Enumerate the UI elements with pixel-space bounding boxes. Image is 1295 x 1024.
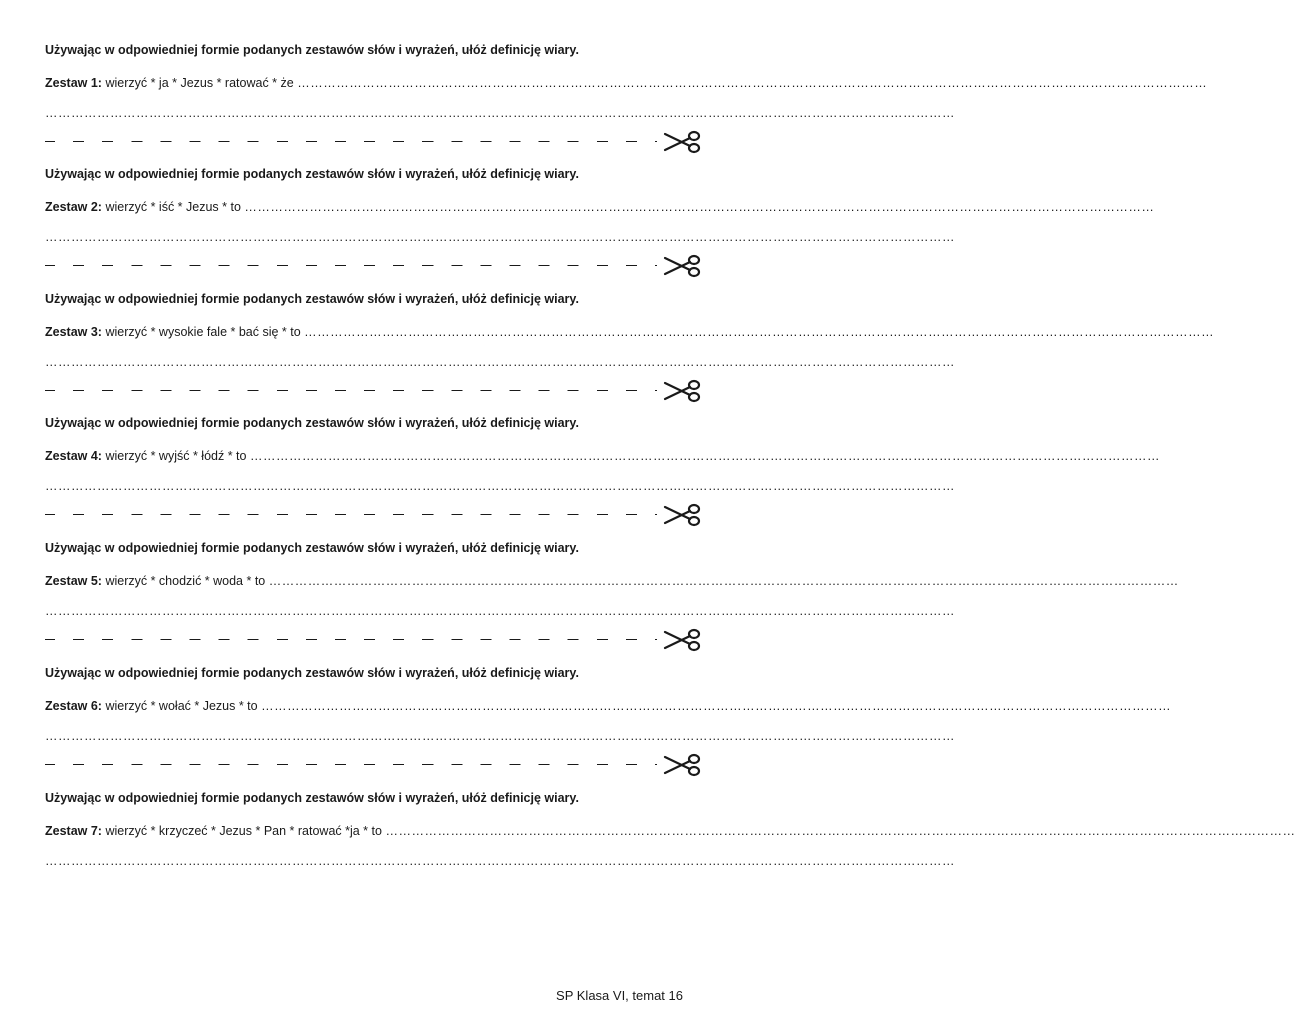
scissors-icon: [663, 503, 701, 527]
dashed-separator: [45, 141, 657, 142]
set-words: wierzyć * chodzić * woda * to: [105, 574, 266, 588]
answer-line-1: [45, 449, 1160, 463]
set-words: wierzyć * krzyczeć * Jezus * Pan * ratować *ja * to: [105, 824, 382, 838]
set-words: wierzyć * ja * Jezus * ratować * że: [105, 76, 294, 90]
answer-line-2: …………………………………………………………………………………………………………………………………………………………………………………………: [45, 230, 955, 244]
answer-line-1: [45, 200, 1155, 214]
scissors-icon: [663, 130, 701, 154]
answer-line-2: …………………………………………………………………………………………………………………………………………………………………………………………: [45, 854, 955, 868]
scissors-icon: [663, 379, 701, 403]
answer-line-1: [45, 699, 1172, 713]
dotted-fill: …………………………………………………………………………………………………………………………………………………………………………………………: [268, 574, 1179, 588]
answer-line-1: [45, 76, 1208, 90]
set-label: Zestaw 7:: [45, 824, 102, 838]
instruction-text: Używając w odpowiedniej formie podanych zestawów słów i wyrażeń, ułóż definicję wiary.: [45, 541, 579, 555]
cut-line: [45, 382, 700, 400]
cut-line: [45, 756, 700, 774]
instruction-text: Używając w odpowiedniej formie podanych zestawów słów i wyrażeń, ułóż definicję wiary.: [45, 666, 579, 680]
answer-line-1: [45, 325, 1215, 339]
answer-line-1: [45, 574, 1179, 588]
answer-line-2: …………………………………………………………………………………………………………………………………………………………………………………………: [45, 729, 955, 743]
set-label: Zestaw 6:: [45, 699, 102, 713]
dotted-fill: …………………………………………………………………………………………………………………………………………………………………………………………: [249, 449, 1160, 463]
set-label: Zestaw 1:: [45, 76, 102, 90]
dashed-separator: [45, 639, 657, 640]
scissors-icon: [663, 753, 701, 777]
dashed-separator: [45, 514, 657, 515]
set-label: Zestaw 4:: [45, 449, 102, 463]
set-label: Zestaw 2:: [45, 200, 102, 214]
dashed-separator: [45, 265, 657, 266]
dashed-separator: [45, 390, 657, 391]
scissors-icon: [663, 628, 701, 652]
dotted-fill: …………………………………………………………………………………………………………………………………………………………………………………………: [244, 200, 1155, 214]
instruction-text: Używając w odpowiedniej formie podanych zestawów słów i wyrażeń, ułóż definicję wiary.: [45, 43, 579, 57]
cut-line: [45, 133, 700, 151]
answer-line-2: …………………………………………………………………………………………………………………………………………………………………………………………: [45, 479, 955, 493]
dotted-fill: …………………………………………………………………………………………………………………………………………………………………………………………: [304, 325, 1215, 339]
page-footer: SP Klasa VI, temat 16: [556, 988, 683, 1003]
set-words: wierzyć * iść * Jezus * to: [105, 200, 241, 214]
answer-line-2: …………………………………………………………………………………………………………………………………………………………………………………………: [45, 604, 955, 618]
instruction-text: Używając w odpowiedniej formie podanych zestawów słów i wyrażeń, ułóż definicję wiary.: [45, 416, 579, 430]
scissors-icon: [663, 254, 701, 278]
cut-line: [45, 257, 700, 275]
instruction-text: Używając w odpowiedniej formie podanych zestawów słów i wyrażeń, ułóż definicję wiary.: [45, 791, 579, 805]
answer-line-1: [45, 824, 1295, 838]
set-words: wierzyć * wyjść * łódź * to: [105, 449, 247, 463]
set-words: wierzyć * wołać * Jezus * to: [105, 699, 258, 713]
dashed-separator: [45, 764, 657, 765]
set-words: wierzyć * wysokie fale * bać się * to: [105, 325, 301, 339]
answer-line-2: …………………………………………………………………………………………………………………………………………………………………………………………: [45, 106, 955, 120]
cut-line: [45, 631, 700, 649]
dotted-fill: …………………………………………………………………………………………………………………………………………………………………………………………: [297, 76, 1208, 90]
cut-line: [45, 506, 700, 524]
instruction-text: Używając w odpowiedniej formie podanych zestawów słów i wyrażeń, ułóż definicję wiary.: [45, 167, 579, 181]
set-label: Zestaw 5:: [45, 574, 102, 588]
dotted-fill: …………………………………………………………………………………………………………………………………………………………………………………………: [261, 699, 1172, 713]
answer-line-2: …………………………………………………………………………………………………………………………………………………………………………………………: [45, 355, 955, 369]
set-label: Zestaw 3:: [45, 325, 102, 339]
dotted-fill: …………………………………………………………………………………………………………………………………………………………………………………………: [385, 824, 1295, 838]
instruction-text: Używając w odpowiedniej formie podanych zestawów słów i wyrażeń, ułóż definicję wiary.: [45, 292, 579, 306]
